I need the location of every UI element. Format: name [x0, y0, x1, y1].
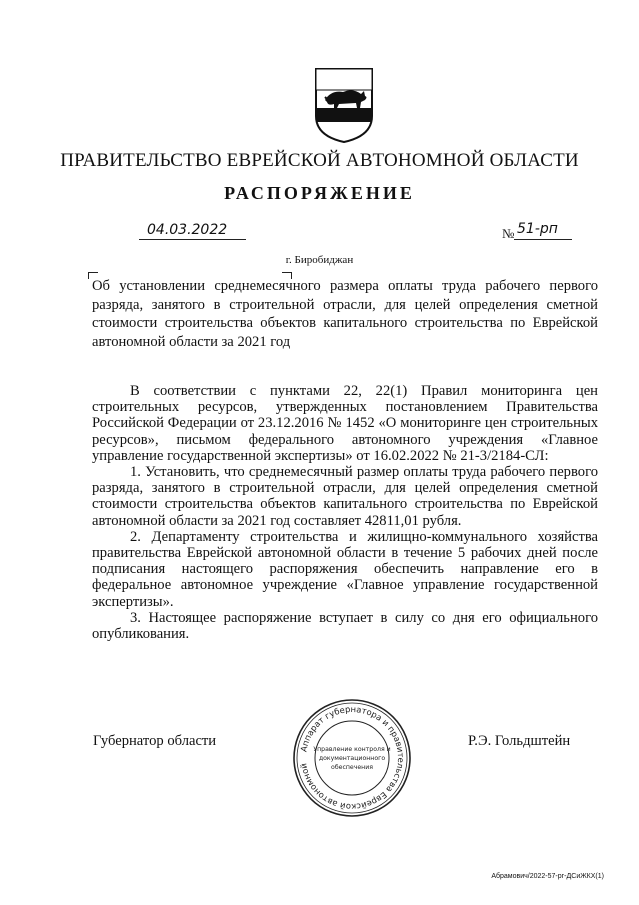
stamp-inner-line-3: обеспечения	[331, 764, 373, 771]
number-underline	[514, 239, 572, 240]
order-subject: Об установлении среднемесячного размера оплаты труда рабочего первого разряда, занятого в строительной отрасли, для целей определения сметной стоимости строительства объектов капитального строительства по Еврейской автономной области за 2021 год	[92, 278, 598, 350]
stamp-outer-text: Аппарат губернатора и правительства Еврейской автономной	[298, 703, 407, 813]
order-body	[92, 383, 598, 642]
city: г. Биробиджан	[285, 254, 354, 266]
date-underline	[139, 239, 246, 240]
signatory-position: Губернатор области	[93, 733, 217, 749]
order-date: 04.03.2022	[147, 222, 228, 238]
government-title: ПРАВИТЕЛЬСТВО ЕВРЕЙСКОЙ АВТОНОМНОЙ ОБЛАСТИ	[60, 150, 579, 171]
number-label: №	[502, 226, 515, 241]
body-item-2: 2. Департаменту строительства и жилищно-коммунального хозяйства правительства Еврейской автономной области в течение 5 рабочих дней после подписания настоящего распоряжения обеспечить направление его в федеральное автономное учреждение «Главное управление государственной экспертизы».	[92, 528, 598, 610]
stamp-inner-line-1: Управление контроля и	[313, 746, 391, 753]
signatory-name: Р.Э. Гольдштейн	[468, 733, 571, 749]
coat-of-arms-icon	[313, 66, 375, 144]
official-stamp	[291, 697, 413, 819]
body-intro: В соответствии с пунктами 22, 22(1) Правил мониторинга цен строительных ресурсов, утвержденных постановлением Правительства Российской Федерации от 23.12.2016 № 1452 «О мониторинге цен строительных ресурсов», письмом федерального автономного учреждения «Главное управление государственной экспертизы» от 16.02.2022 № 21-3/2184-СЛ:	[92, 383, 598, 464]
order-number: 51-рп	[517, 221, 558, 237]
document-code: Абрамович/2022-57-рг-ДСиЖКХ(1)	[491, 873, 604, 880]
stamp-inner-line-2: документационного	[318, 755, 386, 762]
document-type: РАСПОРЯЖЕНИЕ	[224, 183, 415, 203]
body-item-3: 3. Настоящее распоряжение вступает в силу со дня его официального опубликования.	[92, 609, 598, 643]
body-item-1: 1. Установить, что среднемесячный размер оплаты труда рабочего первого разряда, занятого в строительной отрасли, для целей определения сметной стоимости строительства объектов капитального строительства по Еврейской автономной области за 2021 год составляет 42811,01 рубля.	[92, 464, 598, 529]
